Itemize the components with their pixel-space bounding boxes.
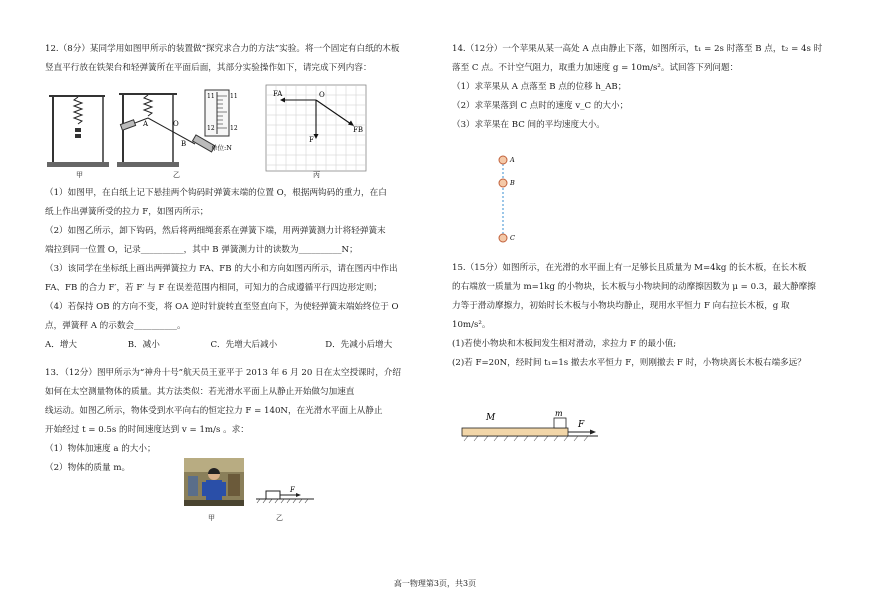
q15-line: 15.（15分）如图所示，在光滑的水平面上有一足够长且质量为 M=4kg 的长木板，在长木板 [452,263,807,273]
q15-line: 的右端放一质量为 m=1kg 的小物块，长木板与小物块间的动摩擦因数为 μ = 0.3，最大静摩擦 [452,282,816,292]
q13-line: 如何在太空测量物体的质量。其方法类似：若光滑水平面上从静止开始做匀加速直 [45,387,355,397]
page-footer: 高一物理第3页，共3页 [393,579,477,588]
option-c: C．先增大后减小 [210,340,278,350]
q14-line: 落至 C 点。不计空气阻力，取重力加速度 g = 10m/s²。试回答下列问题： [452,63,739,73]
unit-label: 单位:N [211,144,232,152]
label-force-f: F [578,420,585,430]
left-column [45,40,425,78]
apple-fall-diagram [495,150,525,246]
q13-line: （2）物体的质量 m。 [45,463,131,473]
q13-line: 13．（12分）图甲所示为“神舟十号”航天员王亚平于 2013 年 6 月 20 日在太空授课时，介绍 [45,368,402,378]
q12-line: 竖直平行放在铁架台和轻弹簧所在平面后面，其部分实验操作如下，请完成下列内容： [45,63,372,73]
astronaut-photo [184,458,244,506]
fig-label-yi: 乙 [173,171,180,179]
q12-item: 端拉到同一位置 O，记录__________，其中 B 弹簧测力计的读数为__________N； [45,245,358,255]
q12-figure-jia [45,92,115,170]
q14-line: 14.（12分）一个苹果从某一高处 A 点由静止下落，如图所示，t₁ = 2s 时落至 B 点，t₂ = 4s 时 [452,44,823,54]
q12-item: （2）如图乙所示，卸下钩码，然后将两细绳套系在弹簧下端，用两弹簧测力计将轻弹簧末 [45,226,386,236]
label-o: O [319,91,325,99]
q13-line: 开始经过 t = 0.5s 的时间速度达到 v = 1m/s 。求： [45,425,249,435]
fig-label-bing: 丙 [313,171,320,179]
q15-line: (2)若 F=20N，经时间 t₁=1s 撤去水平恒力 F，则刚撤去 F 时，小物块离长木板右端多远？ [452,358,806,368]
q15-body [452,259,837,373]
option-b: B．减小 [127,340,160,350]
q12-body [45,184,425,355]
scale-top-right: 11 [230,93,238,100]
q12-item: （3）该同学在坐标纸上画出两弹簧拉力 FA、FB 的大小和方向如图丙所示，请在图丙中作出 [45,264,398,274]
scale-bottom-left: 12 [207,125,215,132]
point-a: A [510,156,515,164]
q14-line: （3）求苹果在 BC 间的平均速度大小。 [452,120,605,130]
q12-item: FA、FB 的合力 F′，若 F′ 与 F 在误差范围内相同，可知力的合成遵循平行四边形定则； [45,283,382,293]
point-label-a: A [143,120,149,128]
q13-line: 线运动。如图乙所示，物体受到水平向右的恒定拉力 F = 140N，在光滑水平面上从静止 [45,406,383,416]
label-fa: FA [273,90,283,98]
q15-line: 力等于滑动摩擦力，初始时长木板与小物块均静止，现用水平恒力 F 向右拉长木板，g 取 [452,301,790,311]
option-d: D．先减小后增大 [325,340,393,350]
point-b: B [510,179,515,187]
label-small-m: m [555,409,563,418]
option-a: A．增大 [45,340,77,350]
spring-scale-reading [195,88,240,158]
fig-label-jia-13: 甲 [208,514,215,522]
q12-figure-bing [265,84,367,174]
force-label-f: F [290,486,295,494]
fig-label-yi-13: 乙 [276,514,283,522]
q13-figure-yi [254,484,316,504]
label-f: F [309,136,314,144]
q13-line: （1）物体加速度 a 的大小； [45,444,156,454]
board-block-diagram [458,404,608,444]
q15-line: 10m/s²。 [452,320,491,330]
point-label-o: O [173,120,179,128]
fig-label-jia: 甲 [76,171,83,179]
point-label-b: B [181,140,187,148]
scale-top-left: 11 [207,93,215,100]
scale-bottom-right: 12 [230,125,238,132]
q14-line: （2）求苹果落到 C 点时的速度 v_C 的大小； [452,101,629,111]
q12-line: 12.（8分）某同学用如图甲所示的装置做“探究求合力的方法”实验。将一个固定有白纸的木板 [45,44,400,54]
q14-body [452,40,837,135]
q12-item: 纸上作出弹簧所受的拉力 F，如图丙所示； [45,207,209,217]
label-fb: FB [353,126,364,134]
label-big-m: M [486,413,496,423]
q12-item: 点，弹簧秤 A 的示数会__________。 [45,321,186,331]
q15-line: (1)若使小物块和木板间发生相对滑动，求拉力 F 的最小值; [452,339,677,349]
q12-item: （4）若保持 OB 的方向不变，将 OA 逆时针旋转直至竖直向下，为使轻弹簧末端始终位于 O [45,302,399,312]
q12-options [45,336,425,355]
q14-line: （1）求苹果从 A 点落至 B 点的位移 h_AB； [452,82,627,92]
q12-item: （1）如图甲，在白纸上记下悬挂两个钩码时弹簧末端的位置 O，根据两钩码的重力，在白 [45,188,387,198]
point-c: C [510,234,515,242]
